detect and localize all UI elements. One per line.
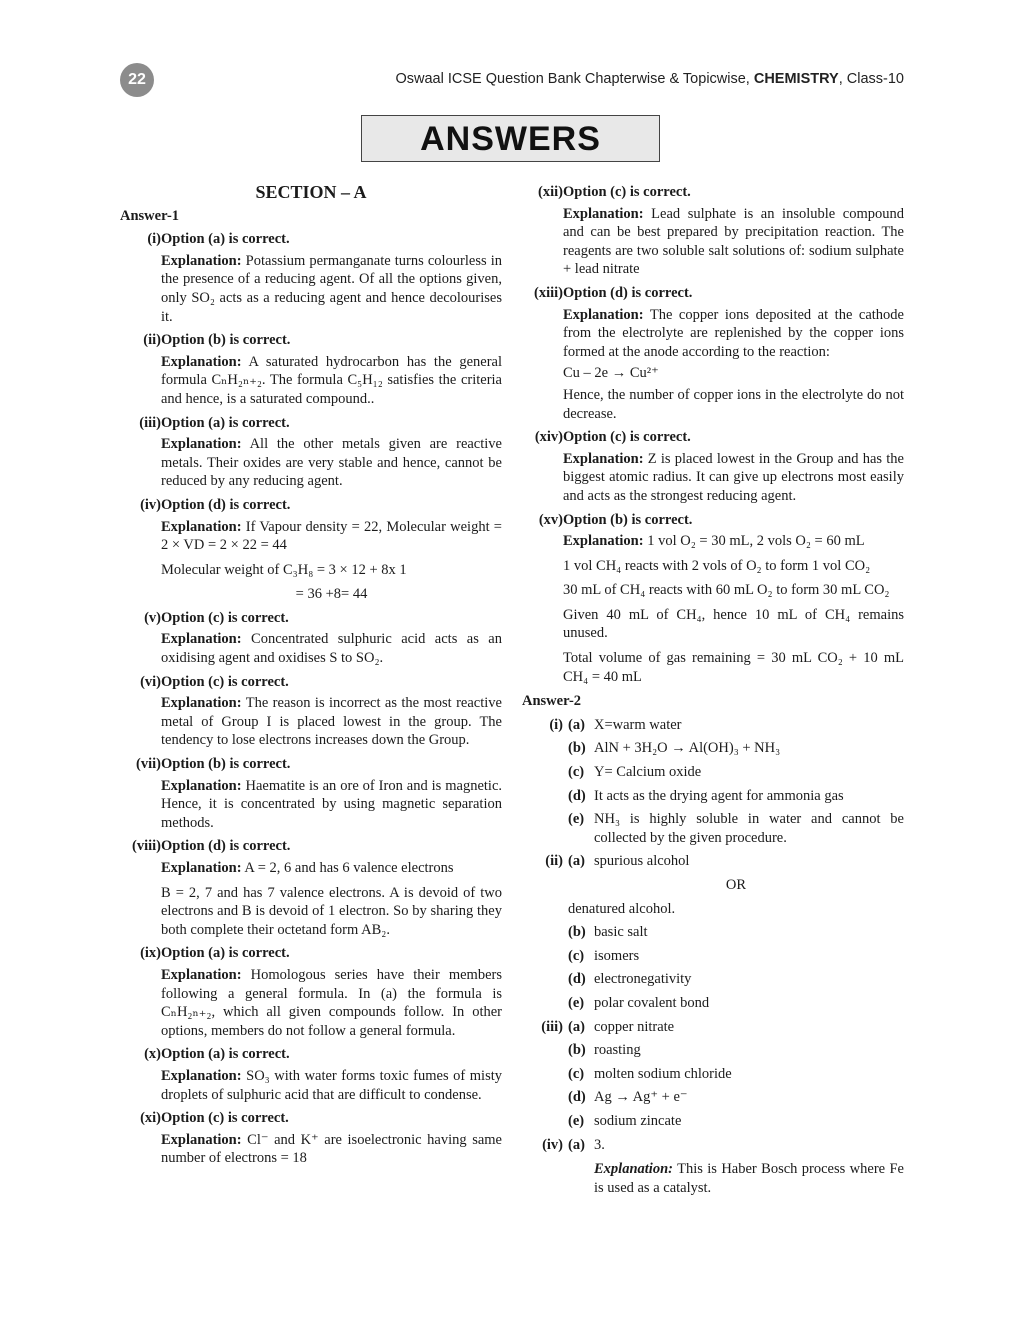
item-number: (i) — [549, 716, 563, 733]
answer2-item-iv — [522, 1136, 904, 1198]
sub-answer-a: (a) spurious alcohol — [568, 853, 690, 870]
sub-answer-a: (a) copper nitrate — [568, 1018, 675, 1035]
item-number: (v) — [144, 609, 161, 626]
item-number: (x) — [144, 1046, 161, 1063]
item-number: (xii) — [538, 184, 563, 200]
option-line: Option (a) is correct. — [161, 231, 290, 248]
option-line: Option (c) is correct. — [161, 673, 289, 690]
explanation: Explanation: Homologous series have their members following a general formula. In (a) the formula is CₙH₂ₙ₊₂, which all given compounds follow. In other options, members do not follow a general formula. — [161, 966, 502, 1039]
explanation: Explanation: 1 vol O₂ = 30 mL, 2 vols O₂ = 60 mL — [563, 533, 865, 550]
option-line: Option (c) is correct. — [161, 609, 289, 626]
sub-answer-a-alternate: denatured alcohol. — [568, 900, 676, 917]
sub-answer-e: (e) polar covalent bond — [568, 994, 710, 1011]
answer-item-vi — [120, 673, 502, 750]
explanation: Explanation: All the other metals given are reactive metals. Their oxides are very stable and hence, cannot be reduced by any reducing agent. — [161, 436, 502, 490]
explanation: Explanation: This is Haber Bosch process where Fe is used as a catalyst. — [594, 1161, 904, 1196]
right-column — [522, 183, 904, 1197]
item-number: (i) — [147, 231, 161, 248]
answer-item-iii — [120, 414, 502, 491]
item-number: (xv) — [538, 511, 563, 528]
explanation: Explanation: Lead sulphate is an insoluble compound and can be best prepared by precipitation reaction. The reagents are two soluble salt solutions of: sodium sulphate + lead nitrate — [563, 205, 904, 278]
explanation: Explanation: Concentrated sulphuric acid acts as an oxidising agent and oxidises S to SO₂. — [161, 631, 502, 667]
item-number: (iv) — [140, 496, 161, 513]
option-line: Option (a) is correct. — [161, 945, 290, 962]
answer-item-viii — [120, 837, 502, 939]
answer-item-xiii — [522, 284, 904, 423]
explanation-line: 1 vol CH₄ reacts with 2 vols of O₂ to form 1 vol CO₂ — [563, 557, 871, 574]
page-number: 22 — [120, 63, 154, 97]
answer2-item-i — [522, 716, 904, 848]
sub-answer-c: (c) isomers — [568, 947, 640, 964]
sub-answer-c: (c) Y= Calcium oxide — [568, 764, 702, 781]
explanation: Explanation: A = 2, 6 and has 6 valence electrons — [161, 860, 454, 876]
explanation-continued: Hence, the number of copper ions in the electrolyte do not decrease. — [563, 386, 904, 422]
item-number: (xiv) — [534, 429, 563, 446]
explanation: Explanation: Haematite is an ore of Iron and is magnetic. Hence, it is concentrated by using magnetic separation methods. — [161, 777, 502, 831]
option-line: Option (a) is correct. — [161, 1046, 290, 1063]
sub-answer-b: (b) basic salt — [568, 924, 648, 941]
explanation: Explanation: SO₃ with water forms toxic fumes of misty droplets of sulphuric acid that are difficult to condense. — [161, 1067, 502, 1103]
explanation: Explanation: If Vapour density = 22, Molecular weight = 2 × VD = 2 × 22 = 44 — [161, 518, 502, 554]
sub-answer-b: (b) roasting — [568, 1042, 641, 1059]
left-column — [120, 183, 502, 1168]
option-line: Option (a) is correct. — [161, 414, 290, 431]
answer-item-xii — [522, 183, 904, 279]
answer-item-xi — [120, 1109, 502, 1168]
explanation: Explanation: The reason is incorrect as the most reactive metal of Group I is placed lowest in the group. The tendency to lose electrons increases down the Group. — [161, 695, 502, 749]
option-line: Option (d) is correct. — [161, 496, 291, 513]
answer2-item-ii — [522, 852, 904, 1012]
item-number: (ix) — [140, 945, 161, 962]
running-title-subject: CHEMISTRY — [753, 71, 839, 87]
sub-answer-d: (d) It acts as the drying agent for ammonia gas — [568, 787, 844, 804]
sub-answer-e: (e) NH₃ is highly soluble in water and cannot be collected by the given procedure. — [568, 811, 904, 846]
explanation: Explanation: Potassium permanganate turns colourless in the presence of a reducing agent. Of all the options given, only SO₂ acts as a reducing agent and hence decolourises it. — [161, 252, 502, 325]
or-separator: OR — [725, 877, 747, 893]
item-number: (iii) — [139, 414, 161, 431]
sub-answer-d: (d) Ag → Ag⁺ + e⁻ — [568, 1089, 688, 1106]
option-line: Option (c) is correct. — [563, 429, 691, 446]
answer-item-ix — [120, 944, 502, 1040]
explanation: Explanation: A saturated hydrocarbon has the general formula CₙH₂ₙ₊₂. The formula C₅H₁₂ satisfies the criteria and hence, is a saturated compound.. — [161, 353, 502, 407]
answer-item-iv — [120, 496, 502, 604]
item-number: (xi) — [140, 1110, 161, 1127]
option-line: Option (d) is correct. — [563, 284, 693, 301]
section-title: SECTION – A — [255, 182, 367, 202]
explanation: Explanation: Z is placed lowest in the Group and has the biggest atomic radius. It can give up electrons most easily and acts as the strongest reducing agent. — [563, 450, 904, 504]
calculation-line: Molecular weight of C₃H₈ = 3 × 12 + 8x 1 — [161, 561, 407, 578]
running-title-suffix: , Class-10 — [838, 71, 904, 87]
item-number: (vii) — [136, 756, 161, 773]
answer-item-xv — [522, 511, 904, 687]
option-line: Option (d) is correct. — [161, 838, 291, 855]
item-number: (vi) — [140, 673, 161, 690]
answer-item-v — [120, 609, 502, 668]
running-title — [395, 71, 904, 87]
option-line: Option (c) is correct. — [161, 1110, 289, 1127]
item-number: (viii) — [132, 838, 161, 855]
sub-answer-a: (a) X=warm water — [568, 716, 682, 733]
explanation-continued: B = 2, 7 and has 7 valence electrons. A is devoid of two electrons and B is devoid of 1 electron. So by sharing they both complete their octetand form AB₂. — [161, 884, 502, 938]
answer-2-heading: Answer-2 — [522, 693, 582, 710]
item-number: (ii) — [143, 332, 161, 349]
reaction-equation: Cu – 2e → Cu²⁺ — [563, 365, 659, 382]
sub-answer-c: (c) molten sodium chloride — [568, 1065, 732, 1082]
sub-answer-d: (d) electronegativity — [568, 971, 692, 988]
explanation-line: 30 mL of CH₄ reacts with 60 mL O₂ to form 30 mL CO₂ — [563, 582, 890, 599]
answers-banner: ANSWERS — [361, 115, 660, 162]
option-line: Option (b) is correct. — [563, 511, 693, 528]
calculation-result: = 36 +8= 44 — [295, 586, 368, 603]
answer-item-x — [120, 1045, 502, 1104]
item-number: (iv) — [542, 1136, 563, 1153]
answer-item-vii — [120, 755, 502, 832]
item-number: (iii) — [541, 1018, 563, 1035]
item-number: (ii) — [545, 853, 563, 870]
option-line: Option (c) is correct. — [563, 184, 691, 200]
item-number: (xiii) — [534, 284, 563, 301]
explanation-line: Total volume of gas remaining = 30 mL CO₂ + 10 mL CH₄ = 40 mL — [563, 650, 904, 685]
sub-answer-b: (b) AlN + 3H₂O → Al(OH)₃ + NH₃ — [568, 740, 781, 757]
explanation: Explanation: The copper ions deposited at the cathode from the electrolyte are replenished by the copper ions formed at the anode according to the reaction: — [563, 306, 904, 360]
option-line: Option (b) is correct. — [161, 756, 291, 773]
answer-item-i — [120, 230, 502, 326]
explanation-line: Given 40 mL of CH₄, hence 10 mL of CH₄ remains unused. — [563, 606, 904, 642]
explanation: Explanation: Cl⁻ and K⁺ are isoelectronic having same number of electrons = 18 — [161, 1131, 502, 1167]
option-line: Option (b) is correct. — [161, 332, 291, 349]
running-title-prefix: Oswaal ICSE Question Bank Chapterwise & Topicwise, — [395, 71, 754, 87]
page-header — [0, 0, 1024, 110]
answer-item-xiv — [522, 428, 904, 505]
answer-item-ii — [120, 331, 502, 408]
sub-answer-a: (a) 3. — [568, 1136, 605, 1153]
sub-answer-e: (e) sodium zincate — [568, 1112, 682, 1129]
answer2-item-iii — [522, 1018, 904, 1131]
answer-1-heading: Answer-1 — [120, 207, 180, 224]
